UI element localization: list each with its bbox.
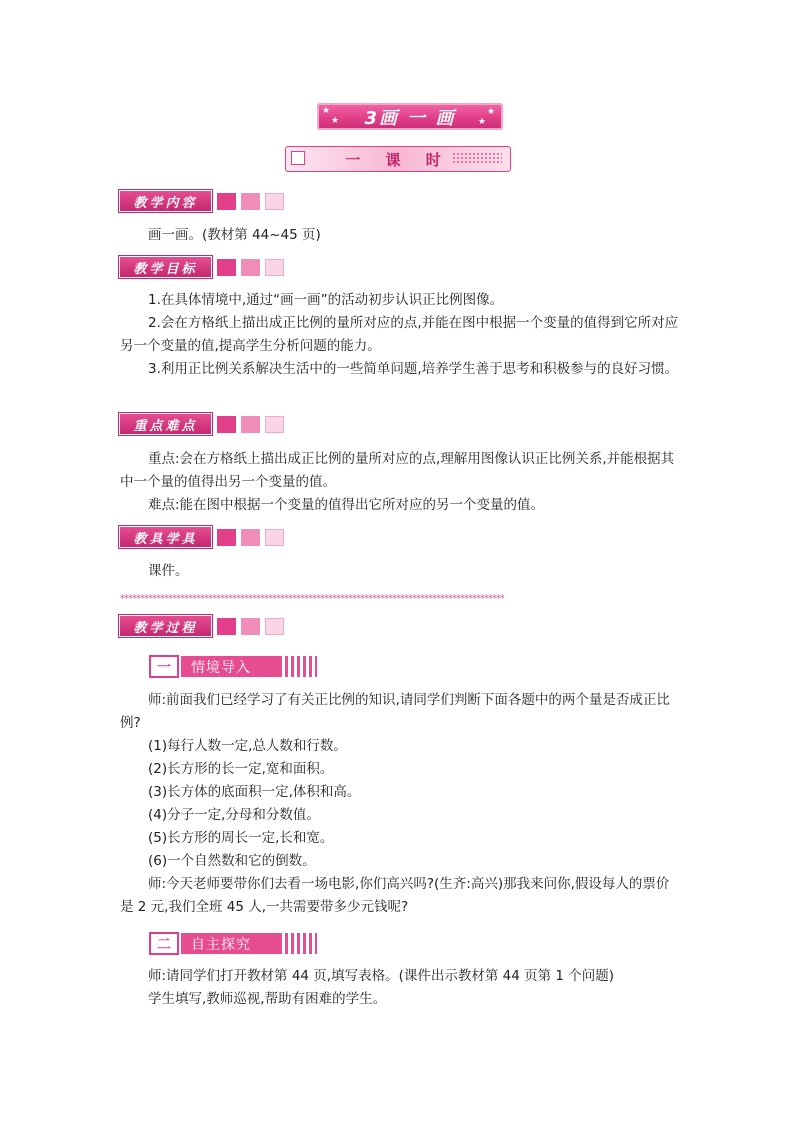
section-header-keypoints (119, 414, 284, 434)
paragraph: 师:前面我们已经学习了有关正比例的知识,请同学们判断下面各题中的两个量是否成正比例? (120, 692, 670, 731)
lesson-period-banner (285, 146, 511, 172)
checkbox-icon (291, 151, 305, 165)
dots-decoration (452, 152, 502, 164)
square-decoration (241, 416, 260, 433)
star-icon: ★ (486, 107, 497, 117)
square-decoration (265, 259, 284, 276)
list-item: (6)一个自然数和它的倒数。 (148, 853, 316, 869)
section-label: 教学内容 (119, 190, 212, 212)
goal-item: 2.会在方格纸上描出成正比例的量所对应的点,并能在图中根据一个变量的值得到它所对应另一个变量的值,提高学生分析问题的能力。 (120, 315, 679, 354)
tools-text: 课件。 (148, 563, 189, 579)
list-item: (4)分子一定,分母和分数值。 (148, 807, 320, 823)
subsection-header-intro (149, 656, 317, 677)
paragraph: 师:请同学们打开教材第 44 页,填写表格。(课件出示教材第 44 页第 1 个问题) (148, 968, 615, 984)
square-decoration (217, 618, 236, 635)
square-decoration (265, 529, 284, 546)
square-decoration (265, 193, 284, 210)
section-header-goals (119, 257, 284, 277)
list-item: (1)每行人数一定,总人数和行数。 (148, 738, 347, 754)
keypoint-item: 重点:会在方格纸上描出成正比例的量所对应的点,理解用图像认识正比例关系,并能根据其中一个量的值得出另一个变量的值。 (120, 451, 675, 490)
star-icon: ★ (322, 106, 333, 116)
subsection-number: 一 (149, 655, 179, 678)
square-decoration (241, 259, 260, 276)
square-decoration (217, 416, 236, 433)
square-decoration (265, 618, 284, 635)
square-decoration (217, 259, 236, 276)
goal-item: 3.利用正比例关系解决生活中的一些简单问题,培养学生善于思考和积极参与的良好习惯。 (148, 361, 679, 377)
square-decoration (241, 618, 260, 635)
square-decoration (241, 529, 260, 546)
subsection-title: 情境导入 (181, 656, 279, 677)
goals-list (120, 289, 680, 381)
star-divider: ************************************************************************************************ (120, 594, 504, 604)
square-decoration (217, 529, 236, 546)
section-header-tools (119, 527, 284, 547)
square-decoration (241, 193, 260, 210)
section-header-content (119, 191, 284, 211)
stripes-decoration (279, 933, 317, 954)
paragraph: 师:今天老师要带你们去看一场电影,你们高兴吗?(生齐:高兴)那我来问你,假设每人的票价是 2 元,我们全班 45 人,一共需要带多少元钱呢? (120, 876, 670, 915)
lesson-title-banner (317, 103, 503, 130)
subsection-header-explore (149, 933, 317, 954)
section-label: 重点难点 (119, 413, 212, 435)
subsection-title: 自主探究 (181, 933, 279, 954)
stripes-decoration (279, 656, 317, 677)
section-label: 教具学具 (119, 526, 212, 548)
section-header-process (119, 616, 284, 636)
keypoint-item: 难点:能在图中根据一个变量的值得出它所对应的另一个变量的值。 (148, 497, 545, 513)
star-icon: ★ (331, 116, 342, 126)
list-item: (3)长方体的底面积一定,体积和高。 (148, 784, 361, 800)
paragraph: 学生填写,教师巡视,帮助有困难的学生。 (148, 991, 387, 1007)
section-label: 教学目标 (119, 256, 212, 278)
content-text: 画一画。(教材第 44~45 页) (148, 227, 321, 243)
star-icon: ★ (477, 117, 488, 127)
list-item: (2)长方形的长一定,宽和面积。 (148, 761, 334, 777)
square-decoration (265, 416, 284, 433)
intro-paragraphs (120, 689, 680, 919)
list-item: (5)长方形的周长一定,长和宽。 (148, 830, 334, 846)
lesson-title: 3画 一 画 (364, 107, 456, 129)
explore-paragraphs (120, 965, 680, 1011)
goal-item: 1.在具体情境中,通过“画一画”的活动初步认识正比例图像。 (148, 292, 504, 308)
keypoints-list (120, 448, 680, 517)
lesson-period: 一 课 时 (345, 150, 451, 169)
subsection-number: 二 (149, 932, 179, 955)
section-label: 教学过程 (119, 615, 212, 637)
square-decoration (217, 193, 236, 210)
